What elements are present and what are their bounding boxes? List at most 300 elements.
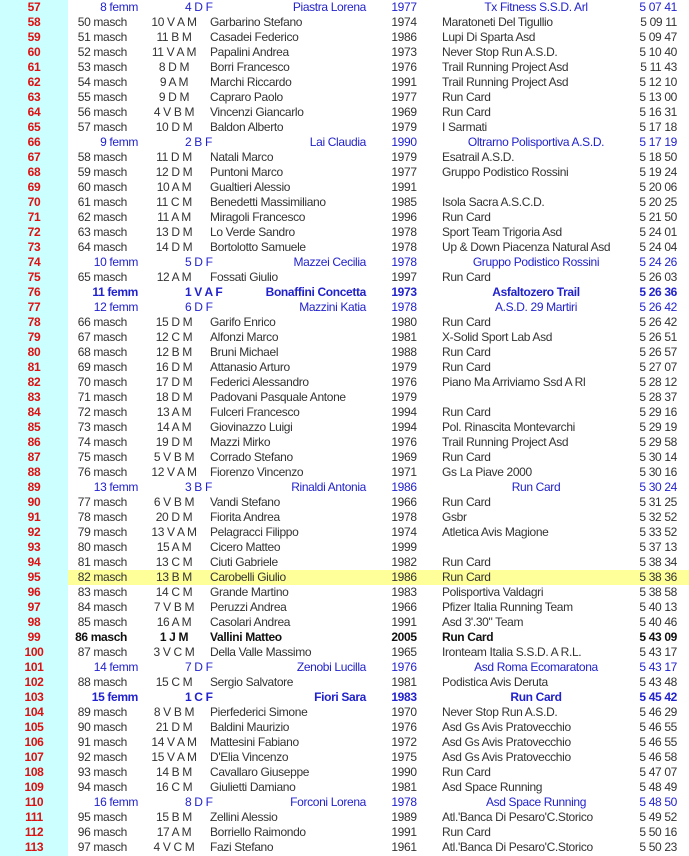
finish-time: 5 40 13 <box>639 600 677 614</box>
table-row[interactable] <box>0 405 689 420</box>
club-name: Trail Running Project Asd <box>442 75 569 89</box>
category-rank: 4 V B M <box>153 105 195 119</box>
table-row[interactable] <box>0 180 689 195</box>
finish-time: 5 24 04 <box>639 240 677 254</box>
gender-rank: 50 masch <box>77 15 127 29</box>
table-row[interactable] <box>0 690 689 705</box>
table-row[interactable] <box>0 240 689 255</box>
birth-year: 1975 <box>391 750 417 764</box>
birth-year: 1980 <box>391 315 417 329</box>
finish-time: 5 26 03 <box>639 270 677 284</box>
table-row[interactable] <box>0 825 689 840</box>
position-number: 61 <box>27 60 41 74</box>
position-number: 73 <box>27 240 41 254</box>
gender-rank: 89 masch <box>77 705 127 719</box>
category-rank: 15 B M <box>156 810 192 824</box>
club-name: Run Card <box>442 570 491 584</box>
gender-rank: 88 masch <box>77 675 127 689</box>
gender-rank: 85 masch <box>77 615 127 629</box>
gender-rank: 77 masch <box>77 495 127 509</box>
table-row[interactable] <box>0 750 689 765</box>
table-row[interactable] <box>0 135 689 150</box>
table-row[interactable] <box>0 270 689 285</box>
category-rank: 12 A M <box>156 270 192 284</box>
athlete-name: Zenobi Lucilla <box>296 660 366 674</box>
table-row[interactable] <box>0 795 689 810</box>
finish-time: 5 09 11 <box>640 15 677 29</box>
table-row[interactable] <box>0 360 689 375</box>
athlete-name: Garbarino Stefano <box>210 15 303 29</box>
gender-rank: 66 masch <box>77 315 127 329</box>
club-name: Run Card <box>442 345 491 359</box>
birth-year: 1994 <box>391 420 417 434</box>
athlete-name: Bruni Michael <box>210 345 279 359</box>
table-row[interactable] <box>0 0 689 15</box>
club-name: Run Card <box>510 690 562 704</box>
gender-rank: 83 masch <box>77 585 127 599</box>
birth-year: 1974 <box>391 15 417 29</box>
finish-time: 5 48 50 <box>639 795 677 809</box>
club-name: Run Card <box>442 405 491 419</box>
position-number: 90 <box>27 495 41 509</box>
club-name: Asd Space Running <box>442 780 543 794</box>
table-row[interactable] <box>0 105 689 120</box>
gender-rank: 54 masch <box>77 75 127 89</box>
category-rank: 13 D M <box>155 225 193 239</box>
category-rank: 14 V A M <box>151 735 197 749</box>
position-number: 99 <box>27 630 41 644</box>
table-row[interactable] <box>0 285 689 300</box>
category-rank: 13 V A M <box>151 525 197 539</box>
table-row[interactable] <box>0 615 689 630</box>
club-name: Asd 3'.30" Team <box>442 615 524 629</box>
birth-year: 1991 <box>391 180 417 194</box>
birth-year: 1990 <box>391 765 417 779</box>
club-name: Run Card <box>442 825 491 839</box>
athlete-name: Peruzzi Andrea <box>210 600 287 614</box>
position-number: 96 <box>27 585 41 599</box>
athlete-name: Rinaldi Antonia <box>291 480 366 494</box>
table-row[interactable] <box>0 675 689 690</box>
club-name: Asd Gs Avis Pratovecchio <box>442 735 571 749</box>
position-number: 76 <box>27 285 41 299</box>
position-number: 111 <box>25 810 43 824</box>
position-number: 95 <box>27 570 41 584</box>
position-number: 108 <box>24 765 44 779</box>
club-name: Pfizer Italia Running Team <box>442 600 573 614</box>
finish-time: 5 09 47 <box>639 30 677 44</box>
finish-time: 5 20 06 <box>639 180 677 194</box>
birth-year: 1977 <box>391 90 417 104</box>
category-rank: 5 D F <box>185 255 213 269</box>
category-rank: 10 A M <box>156 180 192 194</box>
position-number: 72 <box>27 225 41 239</box>
club-name: Run Card <box>442 630 494 644</box>
athlete-name: Giovinazzo Luigi <box>210 420 293 434</box>
birth-year: 1976 <box>391 435 417 449</box>
gender-rank: 55 masch <box>77 90 127 104</box>
athlete-name: Ciuti Gabriele <box>210 555 278 569</box>
category-rank: 19 D M <box>155 435 193 449</box>
club-name: Asd Gs Avis Pratovecchio <box>442 750 571 764</box>
athlete-name: Fiorenzo Vincenzo <box>210 465 304 479</box>
table-row[interactable] <box>0 150 689 165</box>
finish-time: 5 29 16 <box>639 405 677 419</box>
birth-year: 1981 <box>391 780 417 794</box>
table-row[interactable] <box>0 420 689 435</box>
birth-year: 1978 <box>391 795 417 809</box>
finish-time: 5 07 41 <box>639 0 677 14</box>
category-rank: 10 D M <box>155 120 193 134</box>
birth-year: 1978 <box>391 510 417 524</box>
category-rank: 14 B M <box>156 765 192 779</box>
birth-year: 1979 <box>391 360 417 374</box>
club-name: Esatrail A.S.D. <box>442 150 515 164</box>
club-name: Atl.'Banca Di Pesaro'C.Storico <box>442 840 593 854</box>
athlete-name: Sergio Salvatore <box>210 675 294 689</box>
athlete-name: Pelagracci Filippo <box>210 525 299 539</box>
birth-year: 1982 <box>391 555 417 569</box>
athlete-name: Grande Martino <box>210 585 289 599</box>
gender-rank: 74 masch <box>77 435 127 449</box>
finish-time: 5 46 29 <box>639 705 677 719</box>
birth-year: 1997 <box>391 270 417 284</box>
birth-year: 1978 <box>391 300 417 314</box>
athlete-name: Capraro Paolo <box>210 90 283 104</box>
table-row[interactable] <box>0 450 689 465</box>
category-rank: 11 B M <box>156 30 192 44</box>
athlete-name: Federici Alessandro <box>210 375 309 389</box>
table-row[interactable] <box>0 15 689 30</box>
club-name: Run Card <box>442 270 491 284</box>
position-number: 81 <box>27 360 41 374</box>
position-number: 86 <box>27 435 41 449</box>
table-row[interactable] <box>0 720 689 735</box>
table-row[interactable] <box>0 75 689 90</box>
club-name: Pol. Rinascita Montevarchi <box>442 420 575 434</box>
finish-time: 5 30 24 <box>639 480 677 494</box>
birth-year: 1986 <box>391 570 417 584</box>
table-row[interactable] <box>0 810 689 825</box>
club-name: Trail Running Project Asd <box>442 435 569 449</box>
athlete-name: Marchi Riccardo <box>210 75 292 89</box>
gender-rank: 93 masch <box>77 765 127 779</box>
finish-time: 5 29 58 <box>639 435 677 449</box>
position-number: 58 <box>27 15 41 29</box>
finish-time: 5 48 49 <box>639 780 677 794</box>
gender-rank: 12 femm <box>93 300 138 314</box>
position-number: 83 <box>27 390 41 404</box>
club-name: Isola Sacra A.S.C.D. <box>442 195 545 209</box>
finish-time: 5 50 16 <box>639 825 677 839</box>
category-rank: 1 C F <box>185 690 213 704</box>
position-number: 98 <box>27 615 41 629</box>
table-row[interactable] <box>0 765 689 780</box>
table-row[interactable] <box>0 645 689 660</box>
table-row[interactable] <box>0 300 689 315</box>
category-rank: 16 A M <box>156 615 192 629</box>
athlete-name: Mattesini Fabiano <box>210 735 299 749</box>
position-number: 102 <box>24 675 44 689</box>
table-row[interactable] <box>0 195 689 210</box>
category-rank: 13 B M <box>156 570 192 584</box>
athlete-name: Vandi Stefano <box>210 495 280 509</box>
position-number: 112 <box>24 825 44 839</box>
position-number: 103 <box>24 690 44 704</box>
category-rank: 11 V A M <box>151 45 197 59</box>
finish-time: 5 50 23 <box>639 840 677 854</box>
birth-year: 1976 <box>391 660 417 674</box>
position-number: 62 <box>27 75 41 89</box>
category-rank: 15 A M <box>156 540 192 554</box>
club-name: Up & Down Piacenza Natural Asd <box>442 240 611 254</box>
category-rank: 6 D F <box>185 300 213 314</box>
finish-time: 5 28 37 <box>639 390 677 404</box>
category-rank: 8 D F <box>185 795 213 809</box>
position-number: 110 <box>24 795 44 809</box>
club-name: Run Card <box>442 495 491 509</box>
table-row[interactable] <box>0 345 689 360</box>
table-row[interactable] <box>0 60 689 75</box>
table-row[interactable] <box>0 225 689 240</box>
birth-year: 1985 <box>391 195 417 209</box>
table-row[interactable] <box>0 390 689 405</box>
club-name: Asd Roma Ecomaratona <box>474 660 598 674</box>
finish-time: 5 24 01 <box>639 225 677 239</box>
table-row[interactable] <box>0 600 689 615</box>
category-rank: 10 V A M <box>151 15 197 29</box>
position-number: 107 <box>24 750 44 764</box>
gender-rank: 96 masch <box>77 825 127 839</box>
category-rank: 18 D M <box>155 390 193 404</box>
finish-time: 5 26 42 <box>639 315 677 329</box>
table-row[interactable] <box>0 120 689 135</box>
birth-year: 1979 <box>391 120 417 134</box>
position-number: 87 <box>27 450 41 464</box>
table-row[interactable] <box>0 840 689 855</box>
athlete-name: Attanasio Arturo <box>210 360 290 374</box>
finish-time: 5 26 36 <box>639 285 677 299</box>
position-number: 65 <box>27 120 41 134</box>
category-rank: 7 D F <box>185 660 213 674</box>
gender-rank: 57 masch <box>77 120 127 134</box>
gender-rank: 92 masch <box>77 750 127 764</box>
position-number: 57 <box>27 0 41 14</box>
position-number: 94 <box>27 555 41 569</box>
athlete-name: Garifo Enrico <box>210 315 276 329</box>
gender-rank: 94 masch <box>77 780 127 794</box>
athlete-name: Piastra Lorena <box>292 0 366 14</box>
gender-rank: 10 femm <box>93 255 138 269</box>
gender-rank: 53 masch <box>77 60 127 74</box>
table-row[interactable] <box>0 630 689 645</box>
finish-time: 5 21 50 <box>639 210 677 224</box>
position-number: 80 <box>27 345 41 359</box>
table-row[interactable] <box>0 480 689 495</box>
birth-year: 1976 <box>391 720 417 734</box>
gender-rank: 75 masch <box>77 450 127 464</box>
club-name: Gruppo Podistico Rossini <box>442 165 569 179</box>
category-rank: 11 A M <box>157 210 191 224</box>
athlete-name: Vincenzi Giancarlo <box>210 105 304 119</box>
athlete-name: Alfonzi Marco <box>210 330 279 344</box>
birth-year: 1966 <box>391 600 417 614</box>
gender-rank: 73 masch <box>77 420 127 434</box>
gender-rank: 14 femm <box>93 660 138 674</box>
club-name: Asd Space Running <box>485 795 587 809</box>
table-row[interactable] <box>0 585 689 600</box>
position-number: 97 <box>27 600 41 614</box>
position-number: 101 <box>24 660 44 674</box>
athlete-name: Casadei Federico <box>210 30 299 44</box>
finish-time: 5 43 17 <box>639 645 677 659</box>
category-rank: 4 V C M <box>153 840 195 854</box>
finish-time: 5 18 50 <box>639 150 677 164</box>
finish-time: 5 29 19 <box>639 420 677 434</box>
finish-time: 5 49 52 <box>639 810 677 824</box>
table-row[interactable] <box>0 465 689 480</box>
gender-rank: 67 masch <box>77 330 127 344</box>
club-name: X-Solid Sport Lab Asd <box>442 330 553 344</box>
athlete-name: Puntoni Marco <box>210 165 283 179</box>
finish-time: 5 47 07 <box>639 765 677 779</box>
table-row[interactable] <box>0 90 689 105</box>
table-row[interactable] <box>0 210 689 225</box>
gender-rank: 65 masch <box>77 270 127 284</box>
finish-time: 5 12 10 <box>639 75 677 89</box>
finish-time: 5 37 13 <box>639 540 677 554</box>
athlete-name: Baldini Maurizio <box>210 720 290 734</box>
birth-year: 1999 <box>391 540 417 554</box>
category-rank: 8 V B M <box>153 705 195 719</box>
gender-rank: 51 masch <box>77 30 127 44</box>
finish-time: 5 38 36 <box>639 570 677 584</box>
gender-rank: 58 masch <box>77 150 127 164</box>
gender-rank: 61 masch <box>77 195 127 209</box>
gender-rank: 13 femm <box>93 480 138 494</box>
club-name: I Sarmati <box>442 120 487 134</box>
table-row[interactable] <box>0 255 689 270</box>
category-rank: 6 V B M <box>153 495 195 509</box>
category-rank: 15 D M <box>155 315 193 329</box>
category-rank: 5 V B M <box>153 450 195 464</box>
birth-year: 1990 <box>391 135 417 149</box>
club-name: Piano Ma Arriviamo Ssd A Rl <box>442 375 586 389</box>
gender-rank: 90 masch <box>77 720 127 734</box>
gender-rank: 95 masch <box>77 810 127 824</box>
birth-year: 1969 <box>391 450 417 464</box>
table-row[interactable] <box>0 165 689 180</box>
position-number: 100 <box>24 645 44 659</box>
gender-rank: 76 masch <box>77 465 127 479</box>
gender-rank: 78 masch <box>77 510 127 524</box>
gender-rank: 9 femm <box>100 135 138 149</box>
birth-year: 1981 <box>391 675 417 689</box>
category-rank: 9 A M <box>159 75 189 89</box>
position-number: 78 <box>27 315 41 329</box>
category-rank: 11 D M <box>156 150 192 164</box>
position-number: 71 <box>27 210 41 224</box>
finish-time: 5 30 14 <box>639 450 677 464</box>
finish-time: 5 16 31 <box>639 105 677 119</box>
birth-year: 1994 <box>391 405 417 419</box>
category-rank: 12 D M <box>155 165 193 179</box>
category-rank: 13 A M <box>156 405 192 419</box>
table-row[interactable] <box>0 735 689 750</box>
gender-rank: 68 masch <box>77 345 127 359</box>
athlete-name: Fazi Stefano <box>210 840 274 854</box>
category-rank: 15 C M <box>155 675 193 689</box>
table-row[interactable] <box>0 330 689 345</box>
athlete-name: Lai Claudia <box>309 135 366 149</box>
athlete-name: Vallini Matteo <box>210 630 282 644</box>
position-number: 89 <box>27 480 41 494</box>
category-rank: 16 D M <box>155 360 193 374</box>
gender-rank: 62 masch <box>77 210 127 224</box>
birth-year: 1976 <box>391 60 417 74</box>
table-row[interactable] <box>0 495 689 510</box>
table-row[interactable] <box>0 555 689 570</box>
table-row[interactable] <box>0 45 689 60</box>
finish-time: 5 38 34 <box>639 555 677 569</box>
table-row[interactable] <box>0 570 689 585</box>
category-rank: 12 V A M <box>151 465 197 479</box>
position-number: 64 <box>27 105 41 119</box>
category-rank: 13 C M <box>155 555 193 569</box>
birth-year: 1978 <box>391 225 417 239</box>
athlete-name: Lo Verde Sandro <box>210 225 295 239</box>
club-name: Atletica Avis Magione <box>442 525 549 539</box>
category-rank: 15 V A M <box>151 750 197 764</box>
table-row[interactable] <box>0 435 689 450</box>
birth-year: 1981 <box>391 330 417 344</box>
table-row[interactable] <box>0 375 689 390</box>
athlete-name: Papalini Andrea <box>210 45 289 59</box>
birth-year: 1966 <box>391 495 417 509</box>
club-name: Gruppo Podistico Rossini <box>472 255 600 269</box>
athlete-name: Fulceri Francesco <box>210 405 300 419</box>
position-number: 104 <box>24 705 44 719</box>
category-rank: 21 D M <box>155 720 193 734</box>
table-row[interactable] <box>0 660 689 675</box>
table-row[interactable] <box>0 315 689 330</box>
position-number: 69 <box>27 180 41 194</box>
gender-rank: 72 masch <box>77 405 127 419</box>
athlete-name: Benedetti Massimiliano <box>210 195 326 209</box>
table-row[interactable] <box>0 30 689 45</box>
category-rank: 14 C M <box>155 585 193 599</box>
gender-rank: 91 masch <box>77 735 127 749</box>
category-rank: 14 A M <box>156 420 192 434</box>
position-number: 68 <box>27 165 41 179</box>
birth-year: 1986 <box>391 30 417 44</box>
athlete-name: Corrado Stefano <box>210 450 293 464</box>
table-row[interactable] <box>0 510 689 525</box>
table-row[interactable] <box>0 525 689 540</box>
birth-year: 1965 <box>391 645 417 659</box>
position-number: 79 <box>27 330 41 344</box>
birth-year: 1979 <box>391 390 417 404</box>
table-row[interactable] <box>0 540 689 555</box>
athlete-name: Cavallaro Giuseppe <box>210 765 310 779</box>
birth-year: 1976 <box>391 375 417 389</box>
club-name: Run Card <box>511 480 561 494</box>
table-row[interactable] <box>0 705 689 720</box>
club-name: Oltrarno Polisportiva A.S.D. <box>467 135 605 149</box>
table-row[interactable] <box>0 780 689 795</box>
club-name: Tx Fitness S.S.D. Arl <box>484 0 588 14</box>
birth-year: 1983 <box>391 690 417 704</box>
